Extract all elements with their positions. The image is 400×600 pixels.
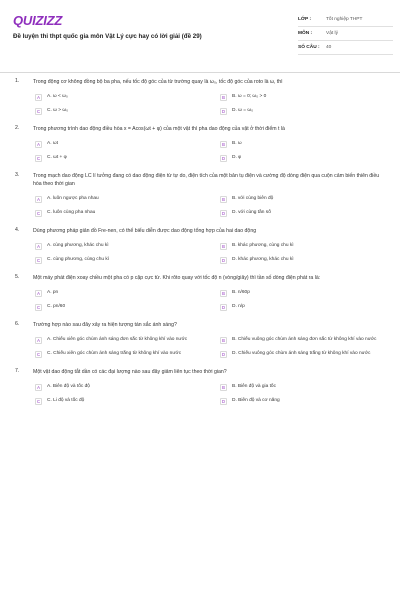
option-letter: B bbox=[220, 290, 227, 297]
option-a[interactable] bbox=[35, 196, 205, 204]
option-text: C. Li độ và tốc độ bbox=[47, 398, 85, 403]
option-grid bbox=[35, 94, 400, 116]
question-7 bbox=[0, 368, 400, 406]
option-text: B. ω bbox=[232, 141, 242, 146]
worksheet-header bbox=[0, 0, 400, 70]
option-text: D. khác phương, khác chu kì bbox=[232, 257, 294, 262]
option-b[interactable] bbox=[220, 196, 390, 204]
question-text: Một vật dao động tắt dần có các đại lượng nào sau đây giảm liên tục theo thời gian? bbox=[33, 369, 227, 375]
option-b[interactable] bbox=[220, 141, 390, 149]
option-letter: C bbox=[36, 258, 41, 263]
question-text: Trong động cơ không đồng bộ ba pha, nếu tốc độ góc của từ trường quay là ω₀, tốc độ góc của roto là ω, thì bbox=[33, 79, 283, 85]
meta-count-label: SỐ CÂU : bbox=[298, 45, 320, 50]
option-c[interactable] bbox=[35, 210, 205, 218]
option-text: C. luôn cùng pha nhau bbox=[47, 210, 96, 215]
option-grid bbox=[35, 290, 400, 312]
option-text: A. luôn ngược pha nhau bbox=[47, 196, 99, 201]
worksheet-title: Đề luyện thi thpt quốc gia môn Vật Lý cực hay có lời giải (đề 29) bbox=[13, 33, 202, 40]
meta-class-label: LỚP : bbox=[298, 17, 312, 22]
option-text: D. n/p bbox=[232, 304, 245, 309]
option-text: C. ωt + φ bbox=[47, 155, 67, 160]
option-letter: C bbox=[36, 399, 41, 404]
option-letter: A bbox=[35, 384, 42, 391]
question-5 bbox=[0, 274, 400, 312]
option-c[interactable] bbox=[35, 351, 205, 359]
option-letter: D bbox=[221, 109, 226, 114]
option-letter: A bbox=[35, 337, 42, 344]
option-letter: B bbox=[220, 196, 227, 203]
option-letter: B bbox=[220, 384, 227, 391]
option-letter: B bbox=[220, 337, 227, 344]
option-text: B. với cùng biên độ bbox=[232, 196, 274, 201]
meta-row-subject bbox=[298, 27, 393, 41]
option-grid bbox=[35, 243, 400, 265]
meta-subject-value: Vật lý bbox=[326, 31, 338, 36]
option-letter: C bbox=[36, 305, 41, 310]
option-text: D. φ bbox=[232, 155, 242, 160]
option-b[interactable] bbox=[220, 384, 390, 392]
option-letter: D bbox=[221, 156, 226, 161]
question-number: 1. bbox=[15, 78, 20, 84]
option-letter: D bbox=[221, 352, 226, 357]
question-6 bbox=[0, 321, 400, 359]
option-text: A. ω < ω₀ bbox=[47, 94, 68, 99]
option-a[interactable] bbox=[35, 243, 205, 251]
option-text: C. ω > ω₀ bbox=[47, 108, 69, 113]
quizizz-logo: QUIZIZZ bbox=[13, 13, 63, 28]
option-letter: C bbox=[36, 156, 41, 161]
option-c[interactable] bbox=[35, 155, 205, 163]
option-b[interactable] bbox=[220, 337, 390, 345]
question-number: 7. bbox=[15, 368, 20, 374]
question-text: Trong mạch dao động LC lí tưởng đang có dao động điện từ tự do, điện tích của một bản tụ điện và cường độ dòng điện qua cuộn cảm biến thiên điều hòa theo thời gian bbox=[33, 173, 380, 187]
option-a[interactable] bbox=[35, 384, 205, 392]
option-grid bbox=[35, 384, 400, 406]
option-d[interactable] bbox=[220, 108, 390, 116]
meta-row-class bbox=[298, 13, 393, 27]
option-letter: C bbox=[36, 352, 41, 357]
question-text: Trong phương trình dao động điều hòa x = Acos(ωt + φ) của một vật thì pha dao động của vật ở thời điểm t là bbox=[33, 126, 285, 132]
option-d[interactable] bbox=[220, 210, 390, 218]
option-c[interactable] bbox=[35, 304, 205, 312]
question-number: 6. bbox=[15, 321, 20, 327]
option-c[interactable] bbox=[35, 398, 205, 406]
option-b[interactable] bbox=[220, 290, 390, 298]
option-d[interactable] bbox=[220, 351, 390, 359]
option-d[interactable] bbox=[220, 398, 390, 406]
option-text: D. Chiếu vuông góc chùm ánh sáng trắng từ không khí vào nước bbox=[232, 351, 371, 356]
option-text: B. n/60p bbox=[232, 290, 250, 295]
meta-count-value: 40 bbox=[326, 45, 332, 50]
option-text: A. pn bbox=[47, 290, 59, 295]
option-letter: D bbox=[221, 211, 226, 216]
option-letter: C bbox=[36, 109, 41, 114]
option-text: D. ω = ω₀ bbox=[232, 108, 254, 113]
option-text: A. Chiếu xiên góc chùm ánh sáng đơn sắc từ không khí vào nước bbox=[47, 337, 188, 342]
question-1 bbox=[0, 78, 400, 116]
option-a[interactable] bbox=[35, 141, 205, 149]
option-text: D. với cùng tần số bbox=[232, 210, 271, 215]
option-d[interactable] bbox=[220, 257, 390, 265]
option-text: A. Biên độ và tốc độ bbox=[47, 384, 90, 389]
meta-table bbox=[298, 13, 393, 55]
option-grid bbox=[35, 141, 400, 163]
option-text: B. khác phương, cùng chu kì bbox=[232, 243, 294, 248]
question-number: 2. bbox=[15, 125, 20, 131]
meta-row-count bbox=[298, 41, 393, 55]
question-2 bbox=[0, 125, 400, 163]
option-text: C. pn/60 bbox=[47, 304, 66, 309]
question-number: 4. bbox=[15, 227, 20, 233]
option-c[interactable] bbox=[35, 257, 205, 265]
header-divider bbox=[0, 72, 400, 73]
option-a[interactable] bbox=[35, 337, 205, 345]
question-number: 3. bbox=[15, 172, 20, 178]
option-letter: B bbox=[220, 141, 227, 148]
option-d[interactable] bbox=[220, 155, 390, 163]
option-letter: B bbox=[220, 94, 227, 101]
option-grid bbox=[35, 196, 400, 218]
option-text: A. ωt bbox=[47, 141, 58, 146]
question-4 bbox=[0, 227, 400, 265]
option-text: C. Chiếu xiên góc chùm ánh sáng trắng từ không khí vào nước bbox=[47, 351, 182, 356]
option-a[interactable] bbox=[35, 290, 205, 298]
option-text: B. ω = 0; ω₀ > 0 bbox=[232, 94, 267, 99]
option-c[interactable] bbox=[35, 108, 205, 116]
option-text: B. Chiếu vuông góc chùm ánh sáng đơn sắc từ không khí vào nước bbox=[232, 337, 377, 342]
option-text: D. Biên độ và cơ năng bbox=[232, 398, 280, 403]
question-number: 5. bbox=[15, 274, 20, 280]
question-3 bbox=[0, 172, 400, 218]
option-b[interactable] bbox=[220, 243, 390, 251]
option-letter: D bbox=[221, 258, 226, 263]
meta-subject-label: MÔN : bbox=[298, 31, 313, 36]
option-letter: A bbox=[35, 243, 42, 250]
question-text: Một máy phát điện xoay chiều một pha có p cặp cực từ. Khi rôto quay với tốc độ n (vòng/giây) thì tần số dòng điện phát ra là: bbox=[33, 275, 321, 281]
question-text: Dùng phương pháp giản đồ Fre-nen, có thể biểu diễn được dao động tổng hợp của hai dao động bbox=[33, 228, 257, 234]
option-b[interactable] bbox=[220, 94, 390, 102]
option-letter: D bbox=[221, 305, 226, 310]
option-grid bbox=[35, 337, 400, 359]
meta-class-value: Tốt nghiệp THPT bbox=[326, 17, 363, 22]
question-list bbox=[0, 78, 400, 415]
option-text: C. cùng phương, cùng chu kì bbox=[47, 257, 110, 262]
option-a[interactable] bbox=[35, 94, 205, 102]
option-letter: B bbox=[220, 243, 227, 250]
option-letter: A bbox=[35, 94, 42, 101]
option-text: A. cùng phương, khác chu kì bbox=[47, 243, 109, 248]
option-letter: A bbox=[35, 196, 42, 203]
option-letter: D bbox=[221, 399, 226, 404]
option-letter: A bbox=[35, 290, 42, 297]
option-letter: C bbox=[36, 211, 41, 216]
option-letter: A bbox=[35, 141, 42, 148]
option-d[interactable] bbox=[220, 304, 390, 312]
question-text: Trường hợp nào sau đây xảy ra hiện tượng tán sắc ánh sáng? bbox=[33, 322, 177, 328]
option-text: B. Biên độ và gia tốc bbox=[232, 384, 276, 389]
